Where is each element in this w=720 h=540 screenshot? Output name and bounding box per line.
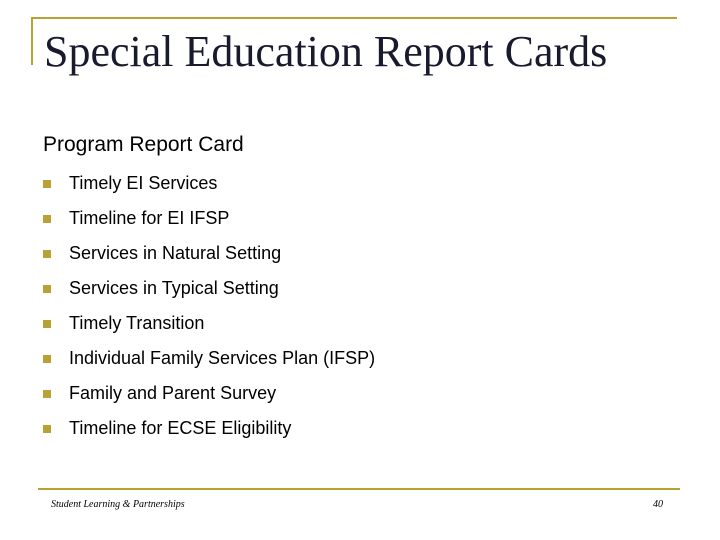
bullet-label: Timely EI Services (69, 173, 218, 193)
bullet-label: Services in Natural Setting (69, 243, 282, 263)
bullet-item (43, 166, 375, 201)
square-bullet-icon (43, 215, 51, 223)
bullet-item (43, 376, 375, 411)
square-bullet-icon (43, 320, 51, 328)
square-bullet-icon (43, 355, 51, 363)
bullet-item (43, 236, 375, 271)
square-bullet-icon (43, 390, 51, 398)
square-bullet-icon (43, 250, 51, 258)
footer-divider (38, 488, 680, 490)
bullet-label: Family and Parent Survey (69, 383, 277, 403)
slide-title: Special Education Report Cards (44, 27, 608, 76)
page-number: 40 (653, 499, 663, 510)
bullet-label: Timeline for ECSE Eligibility (69, 418, 292, 438)
footer-organization: Student Learning & Partnerships (51, 499, 185, 510)
bullet-label: Services in Typical Setting (69, 278, 279, 298)
square-bullet-icon (43, 285, 51, 293)
square-bullet-icon (43, 180, 51, 188)
bullet-item (43, 411, 375, 446)
square-bullet-icon (43, 425, 51, 433)
bullet-label: Timely Transition (69, 313, 205, 333)
bullet-label: Individual Family Services Plan (IFSP) (69, 348, 376, 368)
slide-subtitle: Program Report Card (43, 133, 244, 156)
bullet-item (43, 341, 375, 376)
bullet-label: Timeline for EI IFSP (69, 208, 230, 228)
bullet-item (43, 201, 375, 236)
bullet-item (43, 271, 375, 306)
bullet-item (43, 306, 375, 341)
bullet-list (43, 166, 375, 446)
